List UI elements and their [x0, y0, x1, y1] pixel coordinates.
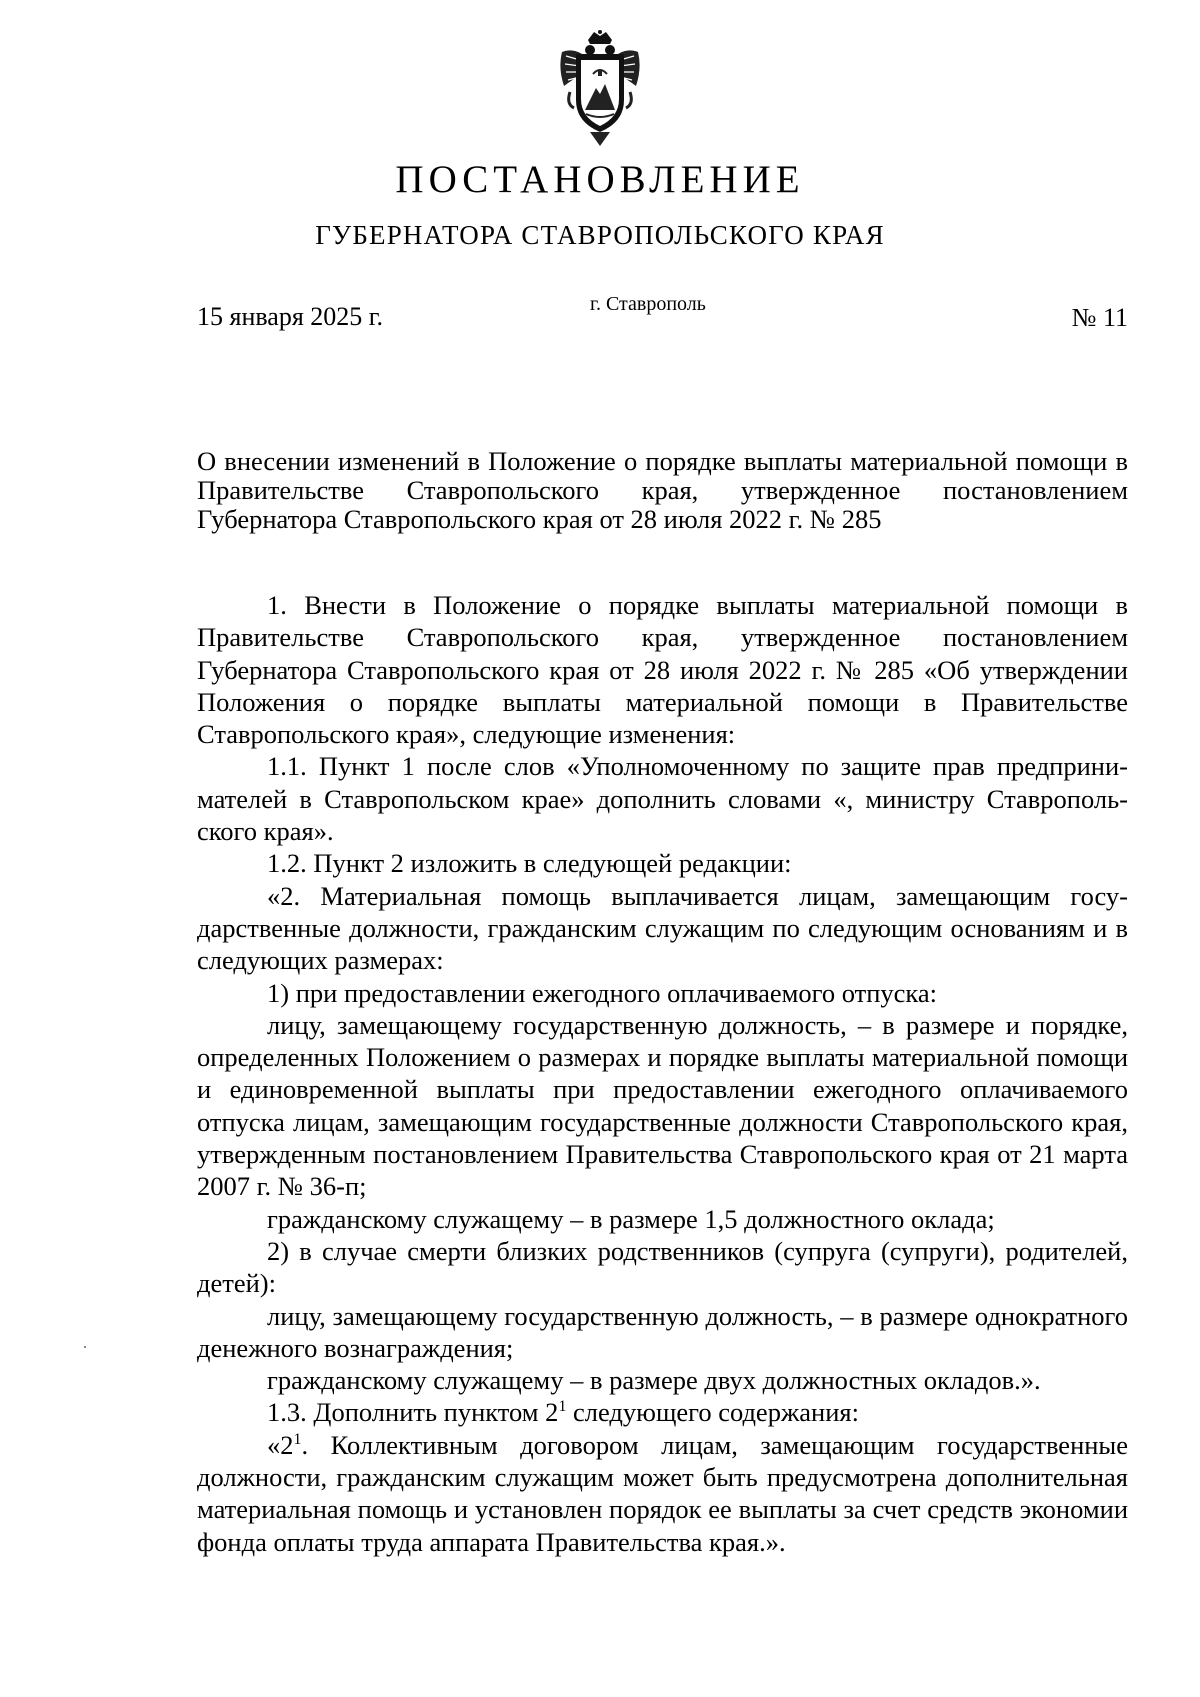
paragraph-item-2: 2) в случае смерти близких родственников (супруга (супруги), родителей, детей): [197, 1235, 1128, 1299]
paragraph-civil-servant-death: гражданскому служащему – в размере двух должностных окладов.». [267, 1365, 1041, 1396]
paragraph-1-3-text-end: следующего содержания: [566, 1397, 859, 1428]
stavropol-coat-of-arms-icon [552, 30, 648, 148]
document-title: ПОСТАНОВЛЕНИЕ [395, 158, 805, 201]
paragraph-quote-2-1-text: «2 [267, 1429, 294, 1460]
paragraph-1-3 [197, 1396, 1128, 1428]
paragraph-civil-servant-vacation: гражданскому служащему – в размере 1,5 должностного оклада; [267, 1203, 995, 1234]
paragraph-1: 1. Внести в Положение о порядке выплаты материальной помощи в Правительстве Ставропольского края, утвержденное постановлением Губернатора Ставропольского края от 28 июля 2022 г. № 285 «Об утверждении Положения о порядке выплаты материальной помощи в Правительстве Ставропольского края», следующие изменения: [197, 590, 1128, 750]
document-subtitle: ГУБЕРНАТОРА СТАВРОПОЛЬСКОГО КРАЯ [315, 220, 885, 250]
paragraph-1-2: 1.2. Пункт 2 изложить в следующей редакции: [267, 848, 792, 879]
superscript: 1 [558, 1398, 567, 1416]
document-city: г. Ставрополь [590, 293, 706, 315]
paragraph-state-position-vacation: лицу, замещающему государственную должность, – в размере и порядке, определенных Положением о размерах и порядке выплаты материальной помощи и единовременной выплаты при предоставлении ежегодного оплачиваемого отпуска лицам, замещающим государственные должности Ставропольского края, утвержденным постановлением Правительства Ставропольского края от 21 марта 2007 г. № 36-п; [197, 1009, 1128, 1202]
document-body [197, 589, 1128, 1558]
paragraph-quote-2-1 [197, 1429, 1128, 1558]
paragraph-1-1: 1.1. Пункт 1 после слов «Уполномоченному по защите прав предпринимателей в Ставропольском крае» дополнить словами «, министру Ставропольского края». [197, 751, 1128, 847]
document-heading: О внесении изменений в Положение о порядке выплаты материальной помощи в Правительстве Ставропольского края, утвержденное постановлением Губернатора Ставропольского края от 28 июля 2022 г. № 285 [197, 446, 1128, 534]
document-number: № 11 [1071, 303, 1128, 332]
paragraph-quote-2-1-text-end: . Коллективным договором лицам, замещающим государственные должности, гражданским служащим может быть предусмотрена дополнительная материальная помощь и установлен порядок ее выплаты за счет средств экономии фонда оплаты труда аппарата Правительства края.». [197, 1429, 1128, 1557]
scan-speck [84, 1346, 86, 1348]
superscript: 1 [293, 1430, 302, 1448]
document-date: 15 января 2025 г. [197, 302, 384, 331]
paragraph-quote-2: «2. Материальная помощь выплачивается лицам, замещающим государственные должности, гражданским служащим по следующим основаниям и в следующих размерах: [197, 880, 1128, 976]
paragraph-item-1: 1) при предоставлении ежегодного оплачиваемого отпуска: [267, 977, 938, 1008]
paragraph-1-3-text: 1.3. Дополнить пунктом 2 [267, 1397, 559, 1428]
paragraph-state-position-death: лицу, замещающему государственную должность, – в размере однократного денежного вознаграждения; [197, 1300, 1128, 1363]
